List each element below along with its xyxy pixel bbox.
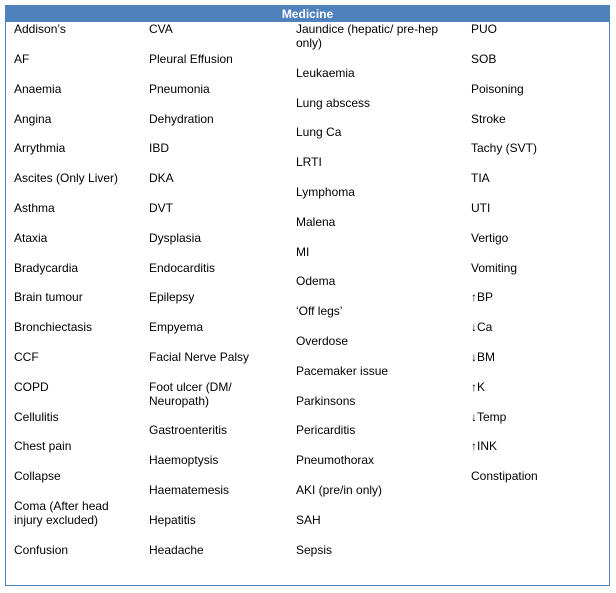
- table-cell: Pacemaker issue: [296, 364, 389, 378]
- table-cell: Pleural Effusion: [149, 52, 233, 66]
- table-cell: Bronchiectasis: [14, 320, 93, 334]
- table-cell: Lung abscess: [296, 96, 371, 110]
- table-cell: Lung Ca: [296, 125, 342, 139]
- table-cell: Pneumonia: [149, 82, 210, 96]
- table-cell: ↓Temp: [471, 410, 507, 424]
- table-cell: ‘Off legs’: [296, 304, 343, 318]
- table-cell: COPD: [14, 380, 49, 394]
- table-cell: ↓BM: [471, 350, 495, 364]
- table-cell: Stroke: [471, 112, 506, 126]
- table-cell: DVT: [149, 201, 173, 215]
- table-cell: Empyema: [149, 320, 204, 334]
- table-cell: Brain tumour: [14, 290, 83, 304]
- table-cell: Parkinsons: [296, 394, 356, 408]
- table-cell: Arrythmia: [14, 141, 66, 155]
- table-cell: Ataxia: [14, 231, 48, 245]
- table-cell: Addison’s: [14, 22, 66, 36]
- table-cell: Angina: [14, 112, 52, 126]
- table-cell: Epilepsy: [149, 290, 195, 304]
- table-cell: Jaundice (hepatic/ pre-hep only): [296, 22, 439, 50]
- table-cell: Facial Nerve Palsy: [149, 350, 250, 364]
- table-cell: ↑K: [471, 380, 486, 394]
- table-cell: Tachy (SVT): [471, 141, 538, 155]
- table-cell: Anaemia: [14, 82, 62, 96]
- table-cell: Haematemesis: [149, 483, 230, 497]
- table-cell: Leukaemia: [296, 66, 355, 80]
- table-cell: Coma (After head injury excluded): [14, 499, 109, 527]
- table-cell: Collapse: [14, 469, 61, 483]
- table-cell: Chest pain: [14, 439, 72, 453]
- table-cell: CCF: [14, 350, 39, 364]
- table-cell: PUO: [471, 22, 498, 36]
- medicine-table: [5, 5, 610, 586]
- table-cell: Haemoptysis: [149, 453, 219, 467]
- table-cell: Headache: [149, 543, 204, 557]
- table-cell: ↑BP: [471, 290, 494, 304]
- table-cell: CVA: [149, 22, 173, 36]
- table-cell: Constipation: [471, 469, 538, 483]
- table-cell: Endocarditis: [149, 261, 216, 275]
- table-cell: Dysplasia: [149, 231, 202, 245]
- table-cell: Vertigo: [471, 231, 509, 245]
- table-cell: Overdose: [296, 334, 349, 348]
- table-cell: Vomiting: [471, 261, 518, 275]
- table-cell: LRTI: [296, 155, 322, 169]
- table-cell: TIA: [471, 171, 490, 185]
- table-cell: Lymphoma: [296, 185, 355, 199]
- table-cell: ↓Ca: [471, 320, 493, 334]
- table-cell: Pneumothorax: [296, 453, 375, 467]
- table-cell: MI: [296, 245, 310, 259]
- table-cell: SOB: [471, 52, 497, 66]
- table-cell: IBD: [149, 141, 170, 155]
- table-cell: Ascites (Only Liver): [14, 171, 119, 185]
- table-cell: Asthma: [14, 201, 55, 215]
- table-cell: Bradycardia: [14, 261, 79, 275]
- table-cell: Pericarditis: [296, 423, 356, 437]
- table-header: Medicine: [6, 6, 609, 22]
- table-cell: Dehydration: [149, 112, 214, 126]
- table-cell: UTI: [471, 201, 491, 215]
- table-cell: Cellulitis: [14, 410, 59, 424]
- table-cell: Odema: [296, 274, 336, 288]
- table-cell: Foot ulcer (DM/ Neuropath): [149, 380, 232, 408]
- table-cell: Gastroenteritis: [149, 423, 228, 437]
- table-cell: Poisoning: [471, 82, 524, 96]
- table-cell: AF: [14, 52, 30, 66]
- table-cell: Hepatitis: [149, 513, 196, 527]
- table-cell: DKA: [149, 171, 174, 185]
- table-cell: ↑INK: [471, 439, 498, 453]
- table-cell: Sepsis: [296, 543, 333, 557]
- table-cell: AKI (pre/in only): [296, 483, 383, 497]
- table-cell: SAH: [296, 513, 321, 527]
- table-cell: Malena: [296, 215, 336, 229]
- table-cell: Confusion: [14, 543, 69, 557]
